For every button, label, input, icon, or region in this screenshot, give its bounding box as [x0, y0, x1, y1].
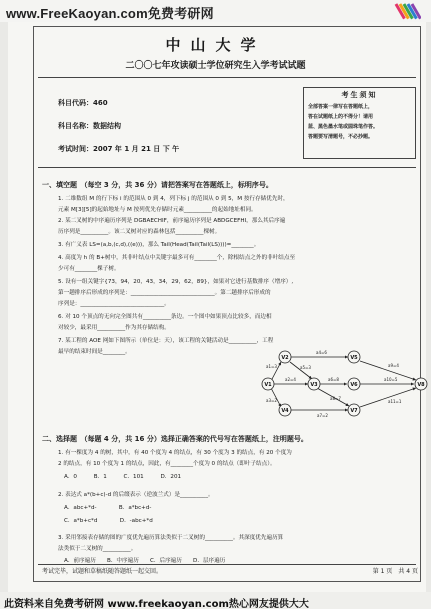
- exam-title: 二〇〇七年攻读硕士学位研究生入学考试试题: [125, 61, 306, 71]
- node-label: V5: [350, 355, 358, 361]
- question-line: 4. 高度为 h 的 B+树中，其非叶结点中关键字最多可有________个，除根结点之外的非叶结点至: [58, 255, 296, 261]
- question-line: 1. 有一棵度为 4 的树，其中，有 40 个度为 4 的结点，有 30 个度为 3 的结点，有 20 个度为: [58, 450, 292, 456]
- notice-title: 考生须知: [341, 91, 378, 99]
- choice-line: A．abc+*d- B．a*bc+d-: [64, 505, 152, 511]
- site-banner: [0, 0, 431, 22]
- edge-label: a9=4: [388, 363, 399, 368]
- node-label: V1: [264, 382, 272, 388]
- question-line: 7. 某工程的 AOE 网如下图所示（单位是：天），该工程的关键活动是__________，工程: [58, 338, 274, 344]
- notice-line: 答在试题纸上的不得分！请用: [308, 114, 374, 120]
- question-line: 3. 采用邻接表存储的图的广度优先遍历算法类似于二叉树的__________。其深度优先遍历算: [58, 535, 284, 541]
- section-1-title: 一、填空题 （每空 3 分，共 36 分）请把答案写在答题纸上，标明序号。: [42, 181, 273, 189]
- notice-line: 蓝、黑色墨水笔或圆珠笔作答。: [308, 124, 379, 130]
- question-line: 少可有________棵子树。: [58, 266, 120, 272]
- question-line: 2. 某二叉树的中序遍历序列是 DGBAECHIF，前序遍历序列是 ABDGCEFHI，那么其后序遍: [58, 218, 286, 224]
- choice-line: A．前序遍历 B．中序遍历 C．后序遍历 D．层序遍历: [64, 558, 226, 564]
- question-line: 第一趟排序后形成的序列是：______________________________。第二趟排序后形成的: [58, 290, 271, 296]
- subject-name: 科目名称：数据结构: [58, 122, 121, 130]
- question-line: 2. 表达式 a*(b+c)-d 的后缀表示（逆波兰式）是__________。: [58, 492, 214, 498]
- question-line: 5. 设有一组关键字{73，94，20，43，34，29，62，89}，如果对它进行基数排序（增序）,: [58, 279, 294, 285]
- question-line: 3. 有广义表 LS=(a,b,(c,d),((e)))，那么 Tail(Head(Tail(Tail(LS))))=________。: [58, 242, 260, 248]
- edge-label: a10=5: [384, 377, 398, 382]
- site-url[interactable]: www.FreeKaoyan.com免费考研网: [6, 6, 214, 21]
- subject-code: 科目代码：460: [58, 99, 108, 107]
- node-label: V4: [281, 408, 289, 414]
- edge-label: a2=4: [285, 377, 296, 382]
- node-label: V3: [310, 382, 318, 388]
- site-logo-icon: [387, 2, 421, 22]
- exam-time: 考试时间：2007 年 1 月 21 日 下 午: [58, 145, 180, 153]
- question-line: 元素 M[3][5]的起始地址与 M 按列优先存储时元素__________的起始地址相同。: [58, 207, 257, 213]
- question-line: 1. 二维数组 M 的行下标 i 的范围从 0 到 4，列下标 j 的范围从 0 到 5，M 按行存储优先时，: [58, 196, 289, 202]
- page-number: 第 1 页 共 4 页: [372, 568, 418, 575]
- question-line: 对较少，最采用__________作为其存储结构。: [58, 325, 170, 331]
- node-label: V2: [281, 355, 289, 361]
- question-line: 2 的结点，有 10 个度为 1 的结点，因此，有________个度为 0 的结点（即叶子结点）。: [58, 461, 276, 467]
- university-name: 中山大学: [165, 36, 266, 54]
- footer-divider: [38, 564, 416, 565]
- notice-line: 答题要写清题号，不必抄题。: [308, 134, 374, 140]
- title-divider: [38, 77, 416, 78]
- edge-label: a7=2: [317, 413, 328, 418]
- question-line: 法类似于二叉树的__________。: [58, 546, 137, 552]
- edge-label: a3=2: [266, 398, 277, 403]
- choice-line: C．a*b+c*d D．-abc+*d: [64, 518, 153, 524]
- aoe-network-diagram: [238, 340, 431, 420]
- edge-label: a1=3: [266, 364, 277, 369]
- edge-label: a5=3: [300, 365, 311, 370]
- edge-a11: [360, 388, 416, 407]
- question-line: 6. 对 10 个顶点的无向完全图共有__________条边。一个图中如果顶点比较多，而边相: [58, 314, 272, 320]
- notice-line: 全部答案一律写在答题纸上，: [308, 104, 374, 110]
- edge-label: a6=8: [328, 377, 339, 382]
- header-divider: [38, 167, 416, 168]
- choice-line: A．0 B．1 C．101 D．201: [64, 474, 182, 480]
- candidate-notice-box: [303, 87, 416, 159]
- question-line: 序列是：______________________________。: [58, 301, 170, 307]
- edge-label: a8=7: [330, 396, 341, 401]
- bottom-watermark-text: 此资料来自免费考研网 www.freekaoyan.com热心网友提供大大: [4, 599, 309, 609]
- node-label: V8: [417, 382, 425, 388]
- question-line: 最早的结束时间是________。: [58, 349, 131, 355]
- edge-label: a11=1: [388, 399, 402, 404]
- bottom-watermark-bar: [0, 592, 431, 609]
- footer-note: 考试完毕，试题和草稿纸随答题纸一起交回。: [42, 568, 163, 575]
- page-footer: [42, 566, 418, 575]
- node-label: V7: [350, 408, 358, 414]
- edge-label: a4=6: [316, 350, 327, 355]
- question-line: 历序列是__________。该二叉树对应的森林包括__________棵树。: [58, 229, 221, 235]
- node-label: V6: [350, 382, 358, 388]
- section-2-title: 二、选择题 （每题 4 分，共 16 分）选择正确答案的代号写在答题纸上，注明题号。: [42, 435, 308, 443]
